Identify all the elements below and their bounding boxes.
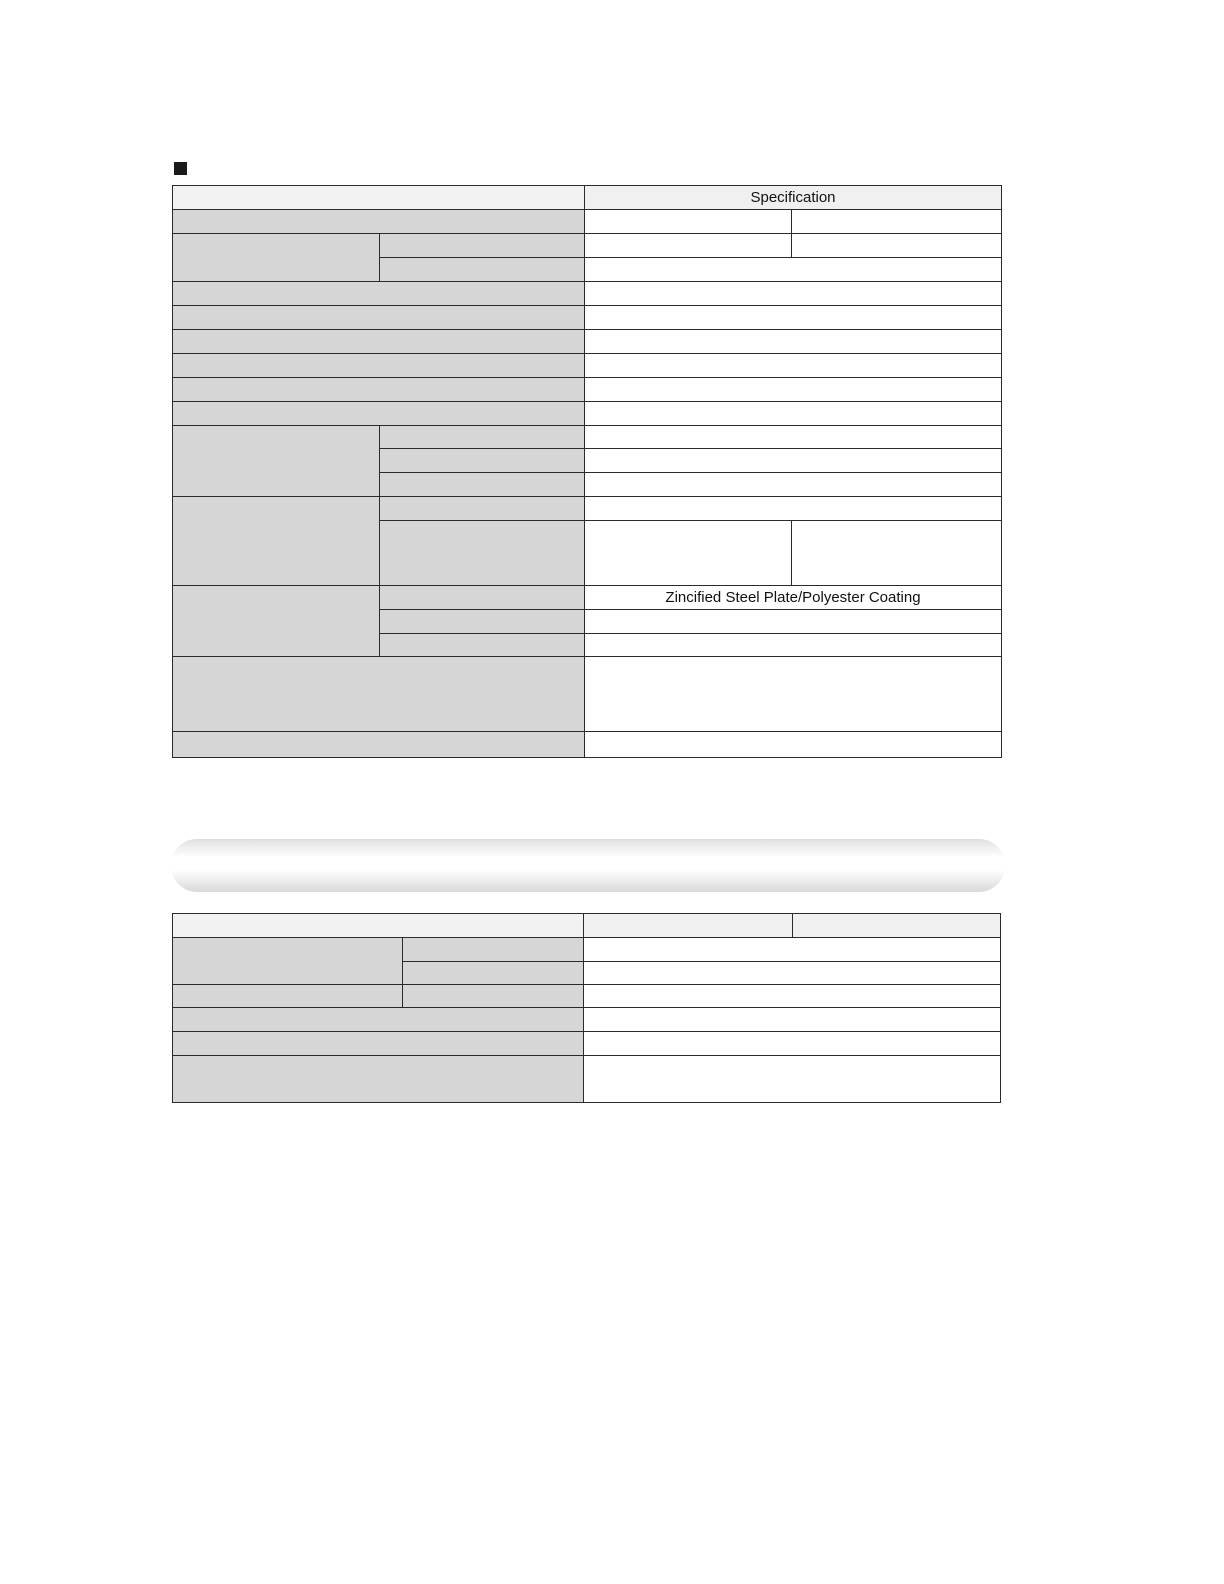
sub-label-cell bbox=[380, 234, 585, 258]
header-specification-cell: Specification bbox=[585, 186, 1002, 210]
table-row bbox=[173, 938, 1001, 962]
sub-label-cell bbox=[380, 634, 585, 657]
table-row bbox=[173, 426, 1002, 449]
value-cell bbox=[585, 426, 1002, 449]
group-label-cell bbox=[173, 586, 380, 657]
specification-table bbox=[172, 185, 1002, 758]
value-cell bbox=[585, 234, 792, 258]
table-row bbox=[173, 1032, 1001, 1056]
sub-label-cell bbox=[380, 449, 585, 473]
table-row bbox=[173, 354, 1002, 378]
value-cell bbox=[792, 210, 1002, 234]
table-row bbox=[173, 402, 1002, 426]
sub-label-cell bbox=[403, 985, 584, 1008]
table-row bbox=[173, 1008, 1001, 1032]
table-header-row bbox=[173, 186, 1002, 210]
header-model-cell bbox=[793, 914, 1001, 938]
sub-label-cell bbox=[380, 258, 585, 282]
value-cell bbox=[792, 234, 1002, 258]
sub-label-cell bbox=[403, 938, 584, 962]
table-row bbox=[173, 586, 1002, 610]
row-label-cell bbox=[173, 402, 585, 426]
row-label-cell bbox=[173, 378, 585, 402]
sub-label-cell bbox=[380, 497, 585, 521]
value-cell bbox=[584, 1008, 1001, 1032]
group-label-cell bbox=[173, 234, 380, 282]
section-title-banner bbox=[171, 839, 1005, 892]
value-cell bbox=[584, 962, 1001, 985]
row-label-cell bbox=[173, 1008, 584, 1032]
value-cell bbox=[585, 449, 1002, 473]
table-row bbox=[173, 306, 1002, 330]
value-cell bbox=[585, 610, 1002, 634]
group-label-cell bbox=[173, 426, 380, 497]
value-cell bbox=[585, 657, 1002, 732]
row-label-cell bbox=[173, 985, 403, 1008]
value-cell bbox=[585, 210, 792, 234]
value-cell bbox=[585, 306, 1002, 330]
table-row bbox=[173, 497, 1002, 521]
sub-label-cell bbox=[380, 586, 585, 610]
table-header-row bbox=[173, 914, 1001, 938]
table-row bbox=[173, 210, 1002, 234]
table-row bbox=[173, 282, 1002, 306]
value-cell bbox=[585, 521, 792, 586]
value-cell bbox=[585, 497, 1002, 521]
value-cell bbox=[585, 378, 1002, 402]
section-bullet-square bbox=[174, 162, 187, 175]
value-cell bbox=[585, 473, 1002, 497]
sub-label-cell bbox=[380, 521, 585, 586]
header-item-cell bbox=[173, 914, 584, 938]
value-cell bbox=[792, 521, 1002, 586]
row-label-cell bbox=[173, 330, 585, 354]
table-row bbox=[173, 378, 1002, 402]
table-row bbox=[173, 330, 1002, 354]
table-row bbox=[173, 657, 1002, 732]
value-cell bbox=[585, 732, 1002, 758]
value-cell bbox=[584, 1032, 1001, 1056]
row-label-cell bbox=[173, 354, 585, 378]
value-cell bbox=[585, 402, 1002, 426]
sub-label-cell bbox=[380, 610, 585, 634]
group-label-cell bbox=[173, 938, 403, 985]
value-cell bbox=[585, 354, 1002, 378]
secondary-spec-table bbox=[172, 913, 1001, 1103]
row-label-cell bbox=[173, 210, 585, 234]
group-label-cell bbox=[173, 497, 380, 586]
header-model-cell bbox=[584, 914, 793, 938]
row-label-cell bbox=[173, 282, 585, 306]
table-row bbox=[173, 234, 1002, 258]
value-cell bbox=[585, 282, 1002, 306]
value-cell bbox=[585, 634, 1002, 657]
row-label-cell bbox=[173, 1032, 584, 1056]
sub-label-cell bbox=[380, 426, 585, 449]
row-label-cell bbox=[173, 657, 585, 732]
header-item-cell bbox=[173, 186, 585, 210]
value-cell bbox=[584, 985, 1001, 1008]
table-row bbox=[173, 1056, 1001, 1103]
sub-label-cell bbox=[403, 962, 584, 985]
coating-value-cell: Zincified Steel Plate/Polyester Coating bbox=[585, 586, 1002, 610]
value-cell bbox=[584, 938, 1001, 962]
value-cell bbox=[585, 330, 1002, 354]
table-row bbox=[173, 732, 1002, 758]
value-cell bbox=[585, 258, 1002, 282]
table-row bbox=[173, 985, 1001, 1008]
sub-label-cell bbox=[380, 473, 585, 497]
row-label-cell bbox=[173, 732, 585, 758]
value-cell bbox=[584, 1056, 1001, 1103]
row-label-cell bbox=[173, 306, 585, 330]
row-label-cell bbox=[173, 1056, 584, 1103]
